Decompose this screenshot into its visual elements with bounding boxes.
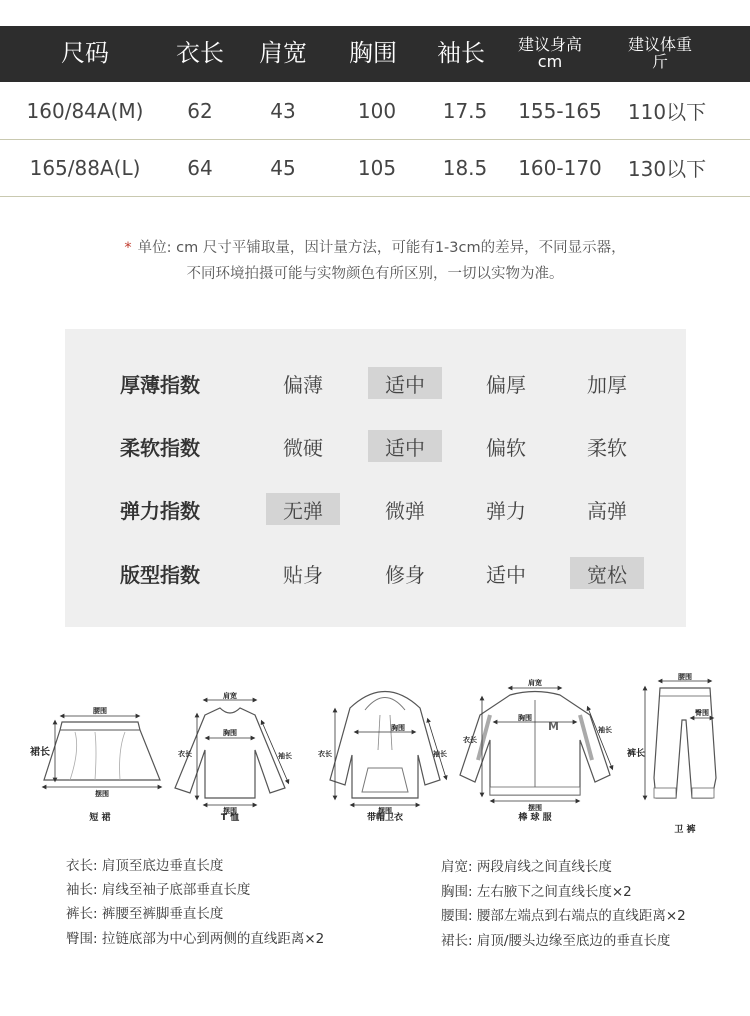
measurement-note — [0, 236, 750, 257]
tshirt-label-hem: 摆围 — [223, 807, 237, 815]
index-option: 偏软 — [486, 435, 526, 460]
definition-term: 腰围: — [441, 908, 473, 924]
index-option-selected: 适中 — [368, 367, 442, 399]
tshirt-label-length: 衣长 — [178, 750, 192, 758]
index-label-elasticity: 弹力指数 — [120, 498, 200, 523]
cell-chest: 105 — [357, 155, 397, 180]
skirt-label-length: 裙长 — [30, 747, 50, 758]
hoodie-diagram — [318, 692, 447, 816]
definition-term: 衣长: — [66, 858, 98, 874]
index-label-thickness: 厚薄指数 — [120, 372, 200, 397]
definition-text: 左右腋下之间直线长度×2 — [476, 884, 632, 900]
cell-length: 64 — [187, 155, 213, 180]
index-label-fit: 版型指数 — [120, 562, 200, 587]
header-height-label: 建议身高 — [517, 35, 582, 55]
definition-term: 胸围: — [441, 884, 473, 900]
caption-hoodie: 带帽卫衣 — [366, 813, 403, 823]
definition-term: 臀围: — [66, 931, 98, 947]
index-option: 高弹 — [587, 498, 627, 523]
cell-weight: 110以下 — [627, 100, 707, 124]
header-size: 尺码 — [61, 39, 109, 68]
index-option-selected: 宽松 — [570, 557, 644, 589]
index-option-selected: 无弹 — [266, 493, 340, 525]
index-label-softness: 柔软指数 — [120, 435, 200, 460]
definition-text: 肩顶至底边垂直长度 — [101, 858, 224, 874]
caption-tshirt: T 恤 — [220, 813, 240, 823]
table-header — [0, 26, 750, 82]
header-sleeve: 袖长 — [437, 39, 485, 68]
definition-item — [441, 904, 686, 924]
index-option: 适中 — [486, 562, 526, 587]
note-line-1: 单位: cm 尺寸平铺取量，因计量方法，可能有1-3cm的差异，不同显示器， — [137, 240, 626, 256]
pants-label-hip: 臀围 — [695, 709, 709, 717]
caption-skirt: 短 裙 — [89, 813, 111, 823]
definition-item — [441, 880, 632, 900]
jacket-label-chest: 胸围 — [518, 714, 532, 722]
definition-item — [441, 855, 612, 875]
tshirt-diagram — [175, 691, 292, 815]
definition-item — [441, 929, 670, 949]
skirt-label-hem: 摆围 — [95, 790, 109, 798]
header-length: 衣长 — [176, 39, 224, 68]
index-option: 贴身 — [283, 562, 323, 587]
cell-shoulder: 43 — [270, 98, 296, 123]
note-star: * — [124, 240, 132, 256]
jacket-label-sleeve: 袖长 — [598, 726, 612, 734]
measurement-note-2 — [0, 262, 750, 283]
definition-term: 袖长: — [66, 882, 98, 898]
definition-text: 两段肩线之间直线长度 — [476, 859, 612, 875]
cell-length: 62 — [187, 98, 213, 123]
hoodie-label-hem: 摆围 — [378, 807, 392, 815]
tshirt-label-chest: 胸围 — [223, 729, 237, 737]
definition-text: 腰部左端点到右端点的直线距离×2 — [476, 908, 686, 924]
index-option: 偏厚 — [486, 372, 526, 397]
tshirt-label-shoulder: 肩宽 — [223, 692, 237, 700]
index-option: 柔软 — [587, 435, 627, 460]
note-line-2: 不同环境拍摄可能与实物颜色有所区别，一切以实物为准。 — [186, 266, 564, 282]
jacket-label-length: 衣长 — [463, 736, 477, 744]
definition-text: 裤腰至裤脚垂直长度 — [101, 906, 224, 922]
definition-term: 裙长: — [441, 933, 473, 949]
header-weight-label: 建议体重 — [627, 35, 692, 55]
skirt-diagram — [30, 706, 160, 798]
cell-chest: 100 — [357, 98, 397, 123]
jacket-label-hem: 摆围 — [528, 804, 542, 812]
definition-item — [66, 854, 223, 874]
cell-height: 160-170 — [518, 155, 602, 180]
svg-text:M: M — [548, 720, 559, 733]
table-row — [0, 139, 750, 197]
cell-sleeve: 17.5 — [442, 98, 488, 123]
header-weight — [615, 26, 705, 82]
definition-item — [66, 878, 250, 898]
index-option: 偏薄 — [283, 372, 323, 397]
pants-label-waist: 腰围 — [678, 673, 692, 681]
index-option: 修身 — [385, 562, 425, 587]
jacket-label-shoulder: 肩宽 — [528, 679, 542, 687]
fabric-index-panel — [65, 329, 686, 627]
definition-text: 肩顶/腰头边缘至底边的垂直长度 — [476, 933, 671, 949]
cell-size: 165/88A(L) — [29, 155, 141, 180]
hoodie-label-sleeve: 袖长 — [433, 750, 447, 758]
header-height-unit: cm — [537, 52, 563, 71]
cell-weight: 130以下 — [627, 157, 707, 181]
skirt-label-waist: 腰围 — [93, 707, 107, 715]
definition-term: 肩宽: — [441, 859, 473, 875]
pants-diagram — [627, 672, 716, 798]
header-chest: 胸围 — [349, 39, 397, 68]
jacket-diagram — [460, 678, 612, 812]
tshirt-label-sleeve: 袖长 — [278, 752, 292, 760]
header-shoulder: 肩宽 — [259, 39, 307, 68]
index-option: 微硬 — [283, 435, 323, 460]
cell-shoulder: 45 — [270, 155, 296, 180]
definition-text: 肩线至袖子底部垂直长度 — [101, 882, 251, 898]
table-row — [0, 82, 750, 140]
cell-height: 155-165 — [518, 98, 602, 123]
definition-item — [66, 927, 324, 947]
index-option: 弹力 — [486, 498, 526, 523]
hoodie-label-length: 衣长 — [318, 750, 332, 758]
index-option: 微弹 — [385, 498, 425, 523]
caption-jacket: 棒 球 服 — [518, 813, 552, 823]
caption-pants: 卫 裤 — [674, 825, 696, 835]
hoodie-label-chest: 胸围 — [391, 724, 405, 732]
index-option: 加厚 — [587, 372, 627, 397]
pants-label-length: 裤长 — [626, 749, 646, 759]
definition-text: 拉链底部为中心到两侧的直线距离×2 — [101, 931, 325, 947]
cell-size: 160/84A(M) — [26, 98, 144, 123]
header-weight-unit: 斤 — [651, 52, 668, 71]
header-height — [505, 26, 595, 82]
definition-item — [66, 902, 223, 922]
index-option-selected: 适中 — [368, 430, 442, 462]
cell-sleeve: 18.5 — [442, 155, 488, 180]
definition-term: 裤长: — [66, 906, 98, 922]
